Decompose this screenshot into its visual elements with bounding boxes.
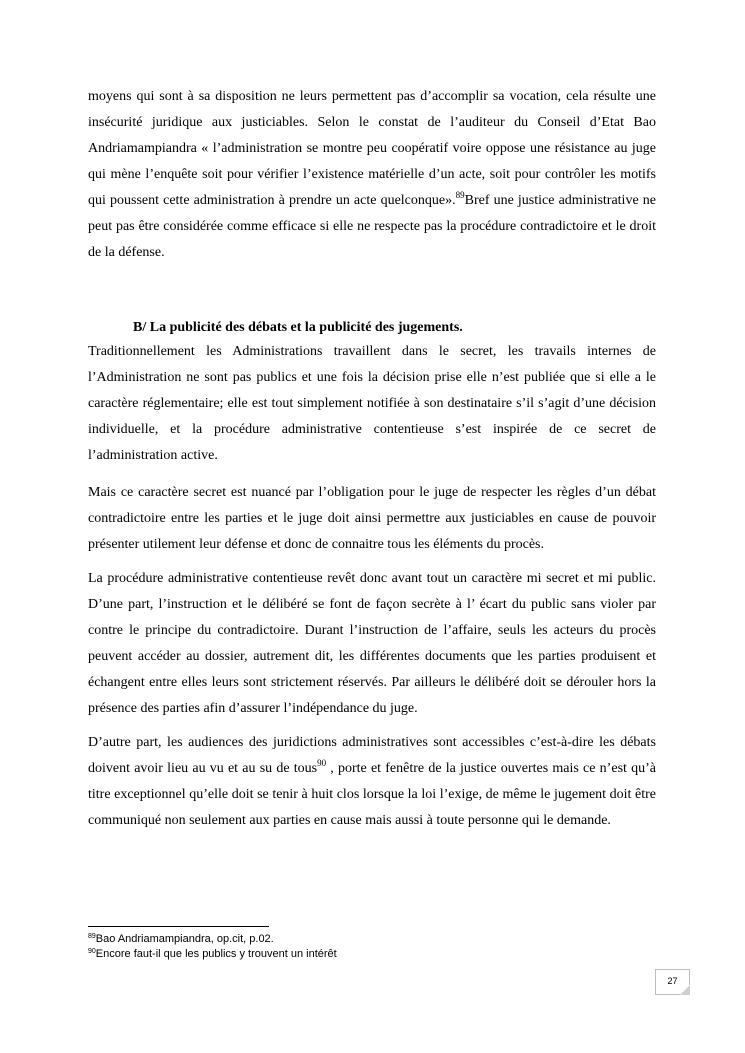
footnote-text: Bao Andriamampiandra, op.cit, p.02. [95,933,274,945]
footnote-ref-90: 90 [317,758,327,768]
footnote-number: 89 [88,933,96,940]
footnote-separator [88,926,269,927]
paragraph-1-text-a: moyens qui sont à sa disposition ne leurs permettent pas d’accomplir sa vocation, cela résulte une insécurité juridique aux justiciables. Selon le constat de l’auditeur du Conseil d’Etat Bao Andriamampiandra « l’administration se montre peu coopératif voire oppose une résistance au juge qui mène l’enquête soit pour vérifier l’existence matérielle d’un acte, soit pour contrôler les motifs qui poussent cette administration à prendre un acte quelconque». [88,89,656,208]
footnote-89 [88,932,648,947]
paragraph-3-text: Mais ce caractère secret est nuancé par l’obligation pour le juge de respecter les règles d’un débat contradictoire entre les parties et le juge doit ainsi permettre aux justiciables en cause de pouvoir présenter utilement leur défense et donc de connaitre tous les éléments du procès. [88,485,656,552]
paragraph-1 [88,84,656,266]
footnote-90 [88,947,648,962]
paragraph-5 [88,730,656,834]
footnote-number: 90 [88,948,96,955]
footnote-ref-89: 89 [455,190,465,200]
footnote-text: Encore faut-il que les publics y trouvent un intérêt [95,948,337,960]
section-heading: B/ La publicité des débats et la publicité des jugements. [133,320,463,335]
paragraph-4-text: La procédure administrative contentieuse revêt donc avant tout un caractère mi secret et mi public. D’une part, l’instruction et le délibéré se font de façon secrète à l’ écart du public sans violer par contre le principe du contradictoire. Durant l’instruction de l’affaire, seuls les acteurs du procès peuvent accéder au dossier, autrement dit, les différentes documents que les parties produisent et échangent entre elles leurs sont strictement réservés. Par ailleurs le délibéré doit se dérouler hors la présence des parties afin d’assurer l’indépendance du juge. [88,571,656,716]
paragraph-5-text-b: , porte et fenêtre de la justice ouvertes mais ce n’est qu’à titre exceptionnel qu’elle doit se tenir à huit clos lorsque la loi l’exige, de même le jugement doit être communiqué non seulement aux parties en cause mais aussi à toute personne qui le demande. [88,761,656,828]
footnotes [88,932,648,962]
page-number-box [655,969,690,995]
paragraph-5-text-a: D’autre part, les audiences des juridictions administratives sont accessibles c’est-à-dire les débats doivent avoir lieu au vu et au su de tous [88,735,656,776]
paragraph-1-text-b: Bref une justice administrative ne peut pas être considérée comme efficace si elle ne respecte pas la procédure contradictoire et le droit de la défense. [88,193,656,260]
page-number: 27 [667,976,678,986]
paragraph-2-text: Traditionnellement les Administrations travaillent dans le secret, les travails internes de l’Administration ne sont pas publics et une fois la décision prise elle n’est publiée que si elle a le caractère réglementaire; elle est tout simplement notifiée à son destinataire s’il s’agit d’une décision individuelle, et la procédure administrative contentieuse s’est inspirée de ce secret de l’administration active. [88,344,656,463]
page-curl-icon [680,985,690,995]
paragraph-2 [88,339,656,469]
paragraph-3 [88,480,656,558]
paragraph-4 [88,566,656,722]
